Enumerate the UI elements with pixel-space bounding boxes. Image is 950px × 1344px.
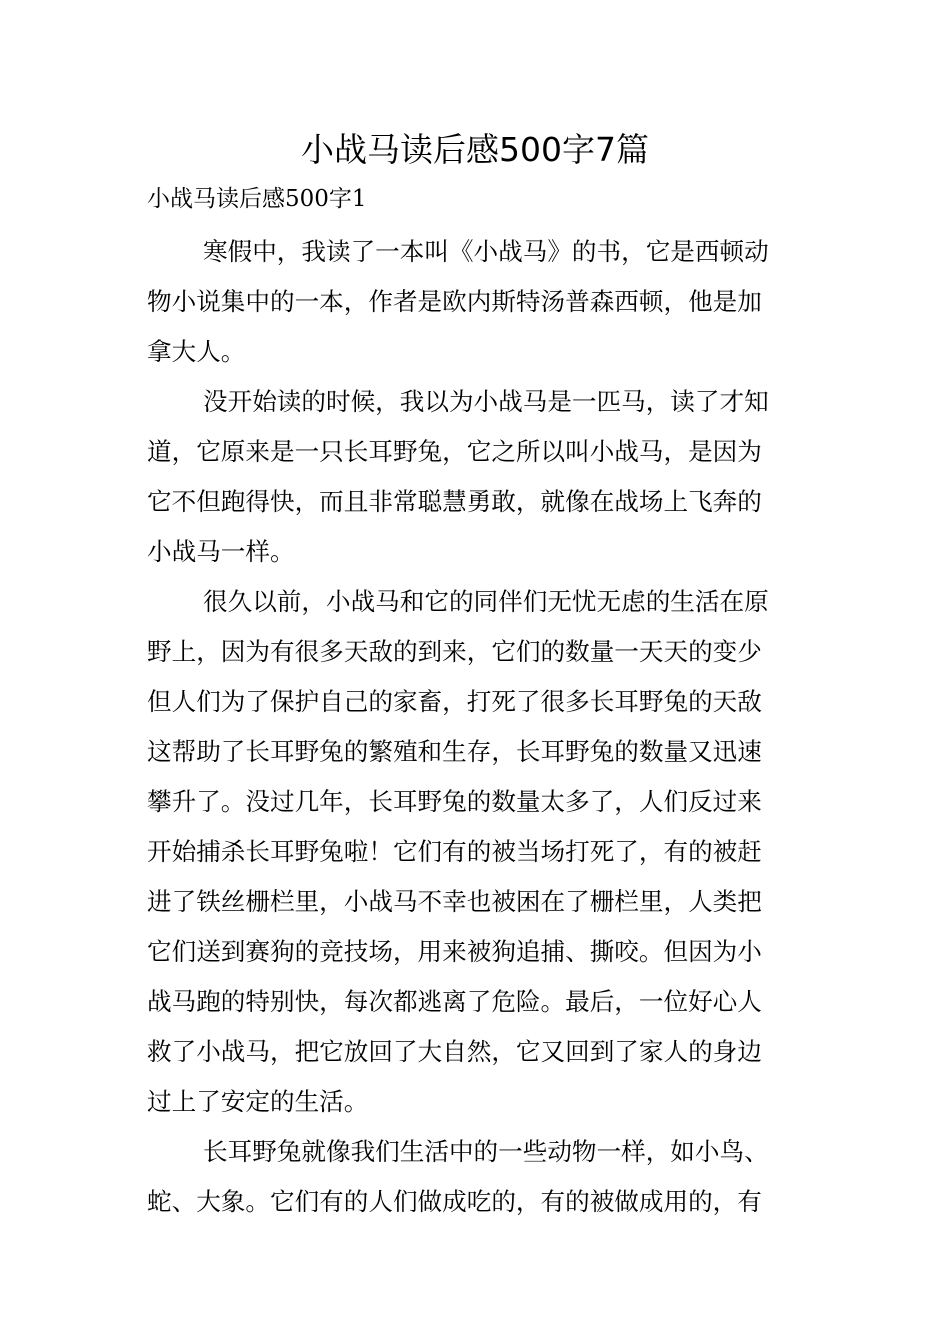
document-title: 小战马读后感500字7篇 (301, 130, 649, 169)
text-line: 蛇、大象。它们有的人们做成吃的，有的被做成用的，有 (147, 1187, 762, 1216)
text-line: 开始捕杀长耳野兔啦！它们有的被当场打死了，有的被赶 (147, 837, 762, 866)
text-line: 它不但跑得快，而且非常聪慧勇敢，就像在战场上飞奔的 (147, 487, 762, 516)
text-line: 道，它原来是一只长耳野兔，它之所以叫小战马，是因为 (147, 437, 762, 466)
text-line: 野上，因为有很多天敌的到来，它们的数量一天天的变少 (147, 637, 762, 666)
text-line: 进了铁丝栅栏里，小战马不幸也被困在了栅栏里，人类把 (147, 887, 762, 916)
text-line: 寒假中，我读了一本叫《小战马》的书，它是西顿动 (203, 237, 769, 266)
text-line: 没开始读的时候，我以为小战马是一匹马，读了才知 (203, 387, 769, 416)
text-line: 小战马一样。 (147, 537, 295, 566)
text-line: 它们送到赛狗的竞技场，用来被狗追捕、撕咬。但因为小 (147, 937, 762, 966)
text-line: 拿大人。 (147, 337, 246, 366)
document-body (147, 227, 807, 1227)
paragraph-3 (147, 577, 807, 1127)
text-line: 攀升了。没过几年，长耳野兔的数量太多了，人们反过来 (147, 787, 762, 816)
text-line: 很久以前，小战马和它的同伴们无忧无虑的生活在原 (203, 587, 769, 616)
text-line: 这帮助了长耳野兔的繁殖和生存，长耳野兔的数量又迅速 (147, 737, 762, 766)
paragraph-2 (147, 377, 807, 577)
text-line: 战马跑的特别快，每次都逃离了危险。最后，一位好心人 (147, 987, 762, 1016)
text-line: 物小说集中的一本，作者是欧内斯特汤普森西顿，他是加 (147, 287, 762, 316)
text-line: 过上了安定的生活。 (147, 1087, 369, 1116)
paragraph-1 (147, 227, 807, 377)
text-line: 长耳野兔就像我们生活中的一些动物一样，如小鸟、 (203, 1137, 769, 1166)
paragraph-4 (147, 1127, 807, 1227)
section-heading: 小战马读后感500字1 (147, 186, 367, 212)
text-line: 但人们为了保护自己的家畜，打死了很多长耳野兔的天敌 (147, 687, 762, 716)
text-line: 救了小战马，把它放回了大自然，它又回到了家人的身边 (147, 1037, 762, 1066)
